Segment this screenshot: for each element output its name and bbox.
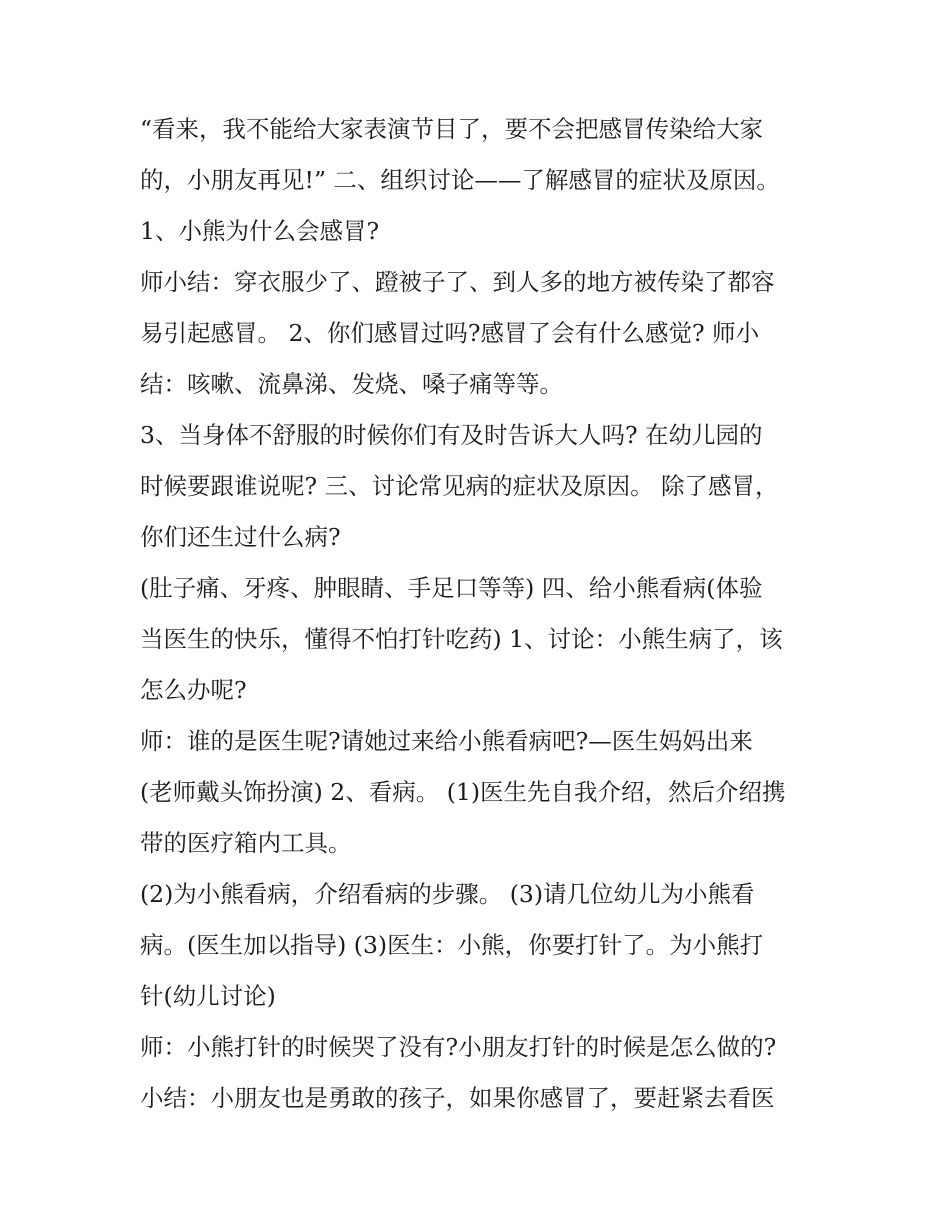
text-line-14: (老师戴头饰扮演) 2、看病。 (1)医生先自我介绍，然后介绍携 — [140, 778, 786, 806]
text-line-2: 的，小朋友再见!” 二、组织讨论——了解感冒的症状及原因。 — [140, 166, 780, 194]
text-line-3: 1、小熊为什么会感冒? — [140, 217, 380, 245]
text-line-17: 病。(医生加以指导) (3)医生：小熊，你要打针了。为小熊打 — [140, 931, 764, 959]
document-body — [140, 104, 820, 1124]
text-line-1: “看来，我不能给大家表演节目了，要不会把感冒传染给大家 — [140, 115, 764, 143]
text-line-5: 易引起感冒。 2、你们感冒过吗?感冒了会有什么感觉? 师小 — [140, 319, 760, 347]
text-line-10: (肚子痛、牙疼、肿眼睛、手足口等等) 四、给小熊看病(体验 — [140, 574, 763, 602]
text-line-13: 师：谁的是医生呢?请她过来给小熊看病吧?—医生妈妈出来 — [140, 727, 753, 755]
text-line-7: 3、当身体不舒服的时候你们有及时告诉大人吗? 在幼儿园的 — [140, 421, 763, 449]
text-line-18: 针(幼儿讨论) — [140, 982, 276, 1010]
text-line-4: 师小结：穿衣服少了、蹬被子了、到人多的地方被传染了都容 — [140, 268, 775, 296]
text-line-6: 结：咳嗽、流鼻涕、发烧、嗓子痛等等。 — [140, 370, 563, 398]
text-line-16: (2)为小熊看病，介绍看病的步骤。 (3)请几位幼儿为小熊看 — [140, 880, 755, 908]
text-line-15: 带的医疗箱内工具。 — [140, 829, 352, 857]
text-line-12: 怎么办呢? — [140, 676, 247, 704]
text-line-8: 时候要跟谁说呢? 三、讨论常见病的症状及原因。 除了感冒， — [140, 472, 779, 500]
text-line-11: 当医生的快乐，懂得不怕打针吃药) 1、讨论：小熊生病了，该 — [140, 625, 783, 653]
text-line-9: 你们还生过什么病? — [140, 523, 341, 551]
text-line-19: 师：小熊打针的时候哭了没有?小朋友打针的时候是怎么做的? — [140, 1033, 777, 1061]
text-line-20: 小结：小朋友也是勇敢的孩子，如果你感冒了，要赶紧去看医 — [140, 1084, 775, 1112]
